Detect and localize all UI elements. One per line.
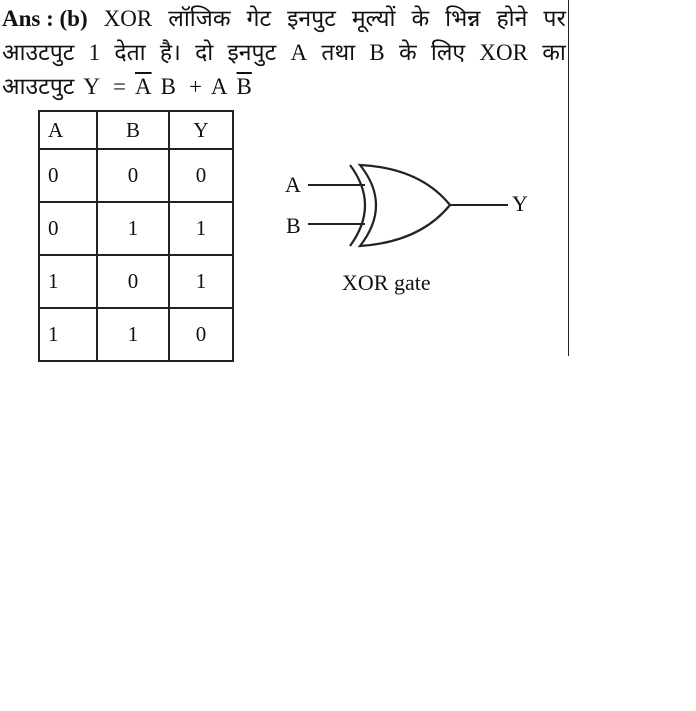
eq-equals: = — [112, 74, 126, 99]
word: आउटपुट — [2, 40, 75, 65]
header-a: A — [39, 111, 97, 149]
word: इनपुट — [287, 6, 336, 31]
word: लिए — [430, 40, 466, 65]
cell-y: 0 — [169, 149, 233, 202]
input-b-label: B — [286, 213, 301, 238]
eq-a-bar: $\overline{A}$ — [134, 74, 152, 99]
cell-y: 1 — [169, 255, 233, 308]
truth-table — [38, 110, 234, 362]
input-a-label: A — [285, 172, 301, 197]
word: तथा — [321, 40, 356, 65]
cell-a: 0 — [39, 149, 97, 202]
cell-b: 1 — [97, 202, 169, 255]
gate-caption: XOR gate — [342, 270, 431, 295]
table-row — [39, 202, 233, 255]
answer-label: Ans : (b) — [2, 6, 88, 31]
xor-gate-diagram — [280, 160, 540, 260]
word: देता — [114, 40, 146, 65]
answer-paragraph — [2, 2, 566, 104]
header-y: Y — [169, 111, 233, 149]
word: 1 — [88, 40, 101, 65]
answer-line-3 — [2, 70, 566, 104]
word: XOR — [479, 40, 528, 65]
word: गेट — [246, 6, 272, 31]
word: A — [290, 40, 308, 65]
eq-a: A — [210, 74, 228, 99]
cell-b: 0 — [97, 255, 169, 308]
header-b: B — [97, 111, 169, 149]
word: भिन्न — [445, 6, 481, 31]
answer-line-1 — [2, 2, 566, 36]
cell-a: 0 — [39, 202, 97, 255]
eq-plus: + — [188, 74, 202, 99]
word: मूल्यों — [351, 6, 396, 31]
eq-b-bar: $\overline{B}$ — [236, 74, 252, 99]
word: का — [542, 40, 566, 65]
cell-a: 1 — [39, 308, 97, 361]
word: XOR — [103, 6, 153, 31]
cell-y: 1 — [169, 202, 233, 255]
cell-b: 1 — [97, 308, 169, 361]
word: दो — [195, 40, 214, 65]
word: इनपुट — [227, 40, 277, 65]
answer-line-2 — [2, 36, 566, 70]
table-row — [39, 308, 233, 361]
word: आउटपुट — [2, 74, 75, 99]
word: के — [411, 6, 430, 31]
xor-equation — [83, 70, 261, 104]
table-row — [39, 149, 233, 202]
truth-table-header-row — [39, 111, 233, 149]
word: पर — [543, 6, 566, 31]
cell-y: 0 — [169, 308, 233, 361]
xor-back-curve — [350, 165, 365, 246]
output-y-label: Y — [512, 191, 528, 216]
eq-b: B — [160, 74, 176, 99]
word: के — [398, 40, 417, 65]
word: होने — [496, 6, 528, 31]
eq-lhs: Y — [83, 74, 100, 99]
cell-b: 0 — [97, 149, 169, 202]
page-right-border — [568, 0, 569, 356]
cell-a: 1 — [39, 255, 97, 308]
word: है। — [159, 40, 181, 65]
table-row — [39, 255, 233, 308]
word: B — [369, 40, 385, 65]
or-gate-body — [360, 165, 450, 246]
word: लॉजिक — [168, 6, 231, 31]
